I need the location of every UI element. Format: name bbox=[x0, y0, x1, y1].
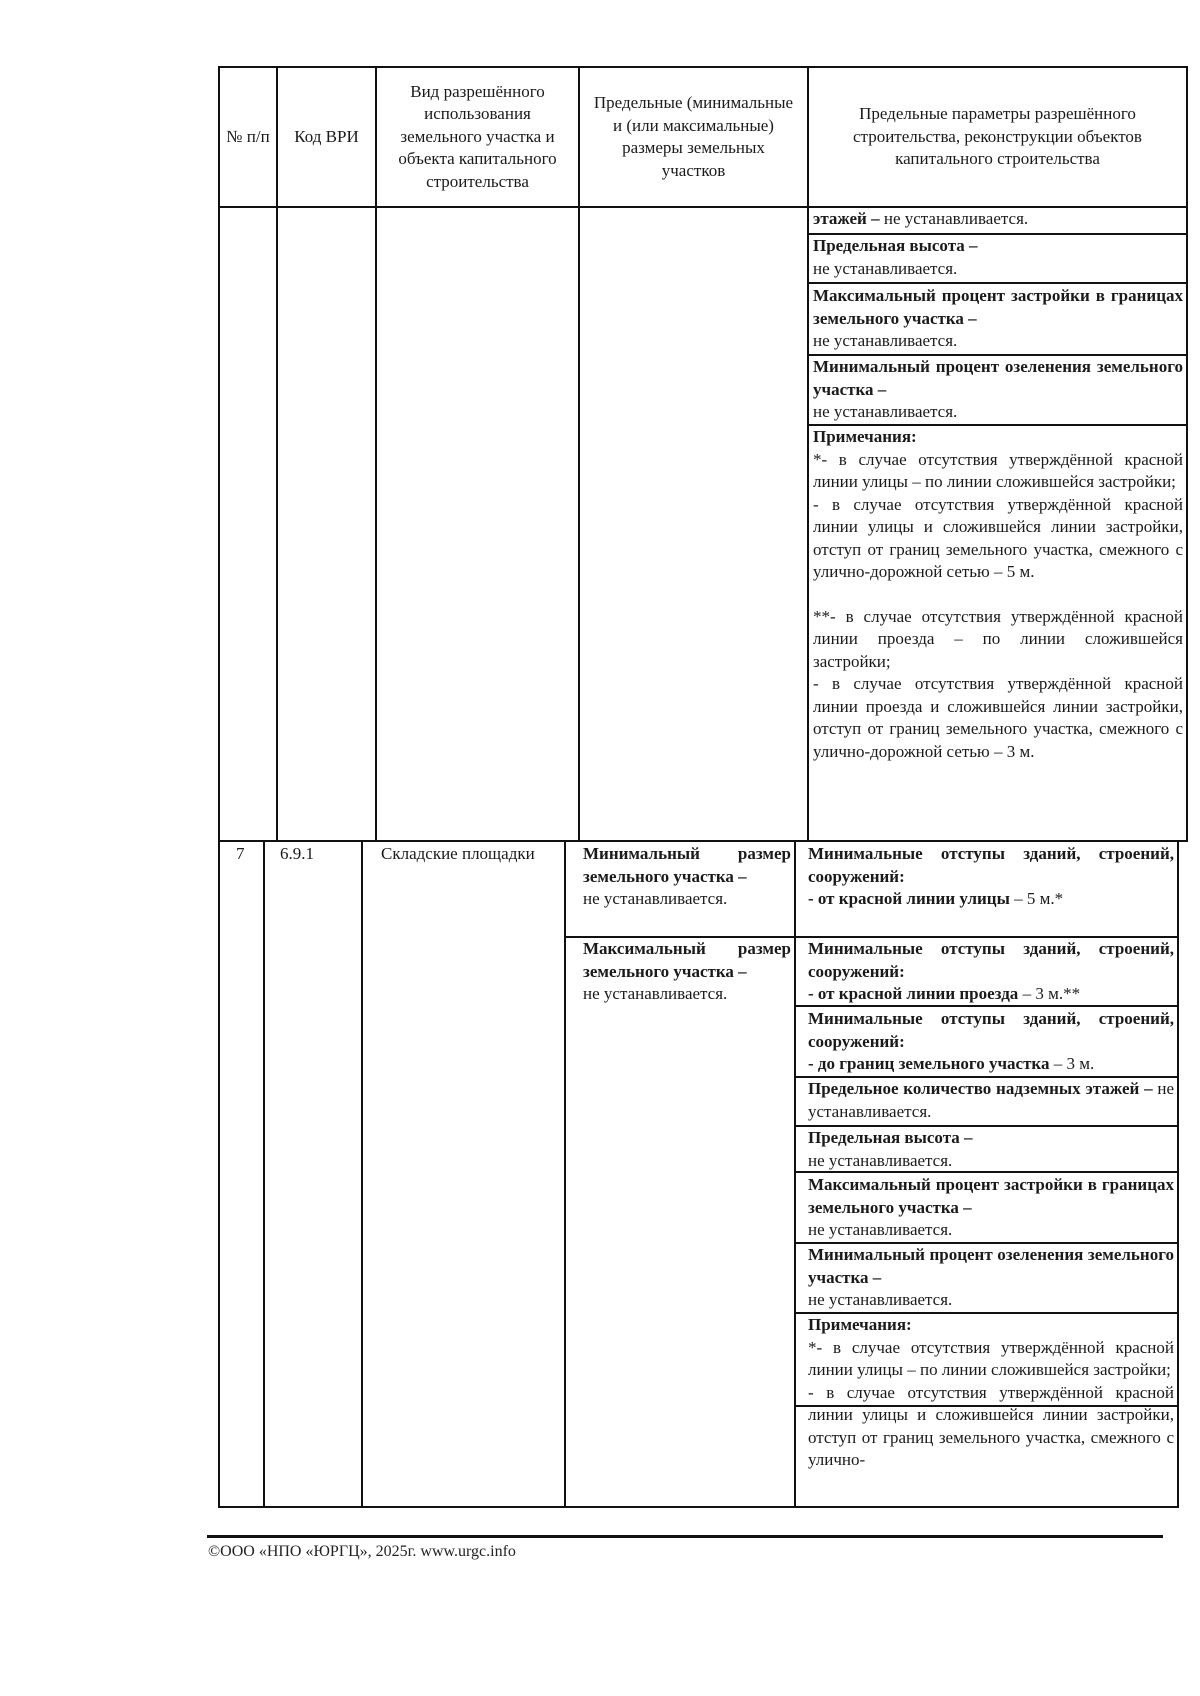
row7-setback-boundary: Минимальные отступы зданий, строений, сооружений: - до границ земельного участка – 3 м. bbox=[808, 1009, 1174, 1073]
table-col-divider-4b bbox=[794, 840, 796, 1508]
header-col-use-type: Вид разрешённого использования земельного участка и объекта капитального строительства bbox=[398, 81, 557, 191]
header-col-code: Код ВРИ bbox=[294, 126, 359, 146]
row7-build-percent: Максимальный процент застройки в границах земельного участка – не устанавливается. bbox=[808, 1175, 1174, 1239]
prev-notes: Примечания: *- в случае отсутствия утверждённой красной линии улицы – по линии сложившейся застройки; - в случае отсутствия утверждённой красной линии улицы и сложившейся линии застройки, отступ от границ земельного участка, смежного с улично-дорожной сетью – 5 м. **- в случае отсутствия утверждённой красной линии проезда – по линии сложившейся застройки; - в случае отсутствия утверждённой красной линии проезда и сложившейся линии застройки, отступ от границ земельного участка, смежного с улично-дорожной сетью – 3 м. bbox=[813, 427, 1183, 761]
table-border-right bbox=[1186, 66, 1188, 840]
prev-line-2 bbox=[807, 282, 1188, 284]
table-border-right-b bbox=[1177, 840, 1179, 1508]
footer-copyright: ©ООО «НПО «ЮРГЦ», 2025г. www.urgc.info bbox=[208, 1543, 516, 1560]
table-col-divider-3b bbox=[564, 840, 566, 1508]
prev-green-percent: Минимальный процент озеленения земельного участка – не устанавливается. bbox=[813, 357, 1183, 421]
row7-number: 7 bbox=[236, 844, 245, 863]
row7-setback-street: Минимальные отступы зданий, строений, сооружений: - от красной линии улицы – 5 м.* bbox=[808, 844, 1174, 908]
row7-max-plot-size: Максимальный размер земельного участка – не устанавливается. bbox=[583, 939, 791, 1003]
table-border-left bbox=[218, 66, 220, 1508]
prev-floors-tail: этажей – не устанавливается. bbox=[813, 209, 1029, 228]
row7-code: 6.9.1 bbox=[280, 844, 314, 863]
row7-use-name: Складские площадки bbox=[381, 844, 535, 863]
header-col-num: № п/п bbox=[226, 126, 270, 146]
row7-height: Предельная высота – не устанавливается. bbox=[808, 1128, 973, 1170]
row7-notes: Примечания: *- в случае отсутствия утверждённой красной линии улицы – по линии сложившейся застройки; - в случае отсутствия утверждённой красной линии улицы и сложившейся линии застройки, отступ от границ земельного участка, смежного с улично- bbox=[808, 1315, 1174, 1469]
row7-green-percent: Минимальный процент озеленения земельного участка – не устанавливается. bbox=[808, 1245, 1174, 1309]
footer-rule bbox=[207, 1535, 1163, 1538]
row7-top-line bbox=[218, 840, 1188, 842]
table-col-divider-2b bbox=[361, 840, 363, 1508]
row7-setback-driveway: Минимальные отступы зданий, строений, сооружений: - от красной линии проезда – 3 м.** bbox=[808, 939, 1174, 1003]
row7-min-plot-size: Минимальный размер земельного участка – не устанавливается. bbox=[583, 844, 791, 908]
table-border-bottom bbox=[218, 1506, 1179, 1508]
prev-build-percent: Максимальный процент застройки в границах земельного участка – не устанавливается. bbox=[813, 286, 1183, 350]
table-col-divider-1b bbox=[263, 840, 265, 1508]
row7-floors: Предельное количество надземных этажей – не устанавливается. bbox=[808, 1079, 1174, 1121]
header-col-parameters: Предельные параметры разрешённого строительства, реконструкции объектов капитального строительства bbox=[853, 104, 1142, 169]
header-col-plot-sizes: Предельные (минимальные и (или максимальные) размеры земельных участков bbox=[593, 93, 794, 180]
prev-height: Предельная высота – не устанавливается. bbox=[813, 236, 978, 278]
